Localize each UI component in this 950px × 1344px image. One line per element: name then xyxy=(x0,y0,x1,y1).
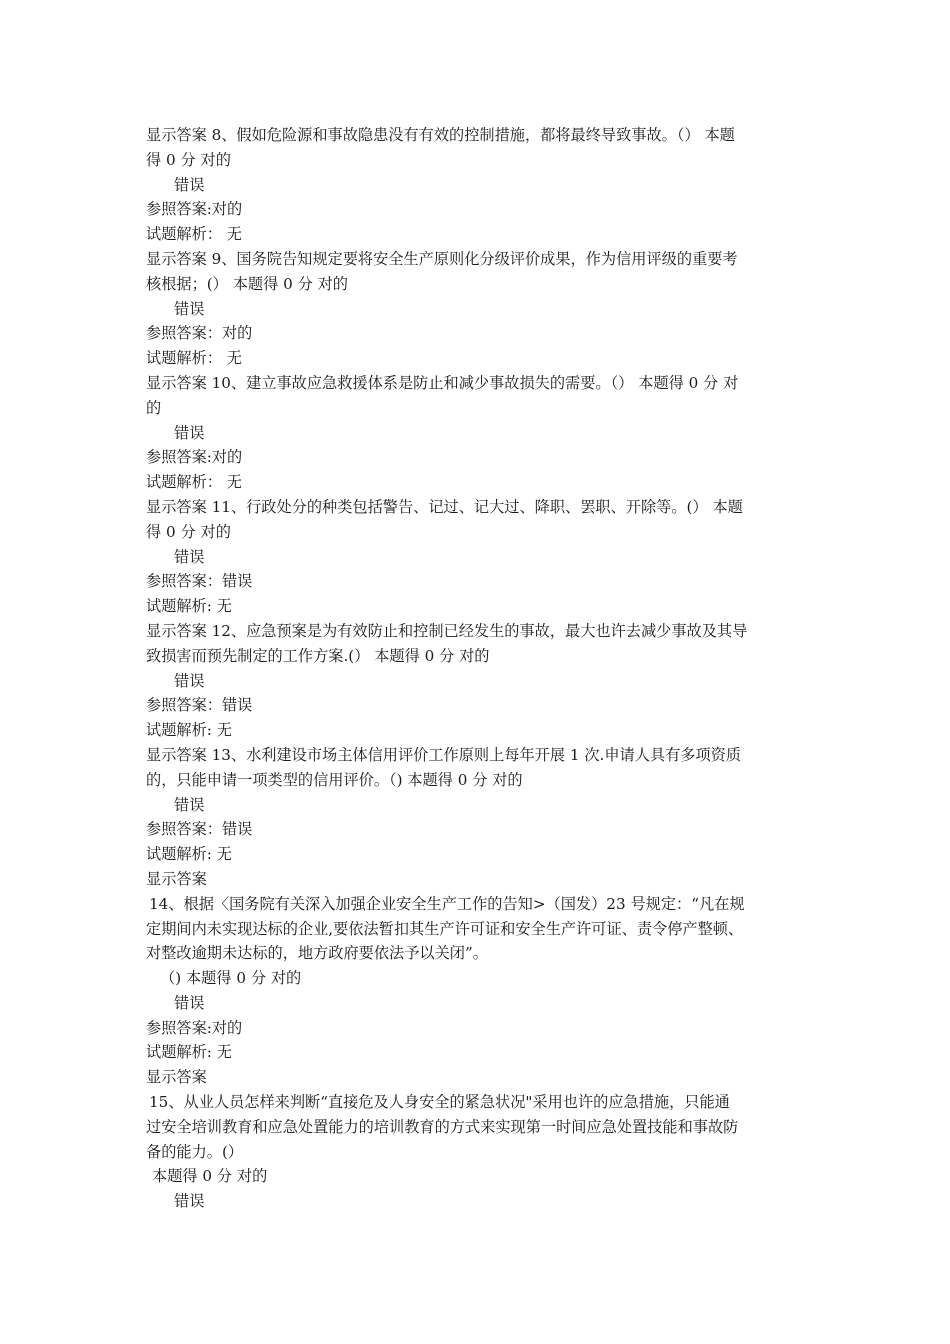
text-line: 试题解析： 无 xyxy=(146,473,242,492)
text-line: 的，只能申请一项类型的信用评价。（) 本题得 0 分 对的 xyxy=(146,770,523,789)
text-line: （) 本题得 0 分 对的 xyxy=(160,969,302,988)
text-line: 参照答案：对的 xyxy=(146,324,253,343)
text-line: 试题解析: 无 xyxy=(146,597,232,616)
text-line: 显示答案 10、建立事故应急救援体系是防止和减少事故损失的需要。（） 本题得 0 分 对 xyxy=(146,373,739,392)
text-line: 显示答案 xyxy=(146,869,207,888)
text-line: 本题得 0 分 对的 xyxy=(152,1167,268,1186)
text-line: 显示答案 12、应急预案是为有效防止和控制已经发生的事故，最大也许去减少事故及其导 xyxy=(146,621,748,640)
text-line: 错误 xyxy=(174,671,205,690)
text-line: 得 0 分 对的 xyxy=(146,150,231,169)
text-line: 显示答案 11、行政处分的种类包括警告、记过、记大过、降职、罢职、开除等。(） 本题 xyxy=(146,497,743,516)
text-line: 核根据；(） 本题得 0 分 对的 xyxy=(146,274,348,293)
text-line: 致损害而预先制定的工作方案.(） 本题得 0 分 对的 xyxy=(146,646,490,665)
text-line: 试题解析: 无 xyxy=(146,721,232,740)
text-line: 试题解析: 无 xyxy=(146,1043,232,1062)
text-line: 备的能力。(） xyxy=(146,1142,244,1161)
text-line: 定期间内未实现达标的企业,要依法暂扣其生产许可证和安全生产许可证、责令停产整顿、 xyxy=(146,919,744,938)
text-line: 显示答案 8、假如危险源和事故隐患没有有效的控制措施，都将最终导致事故。（） 本题 xyxy=(146,126,735,144)
text-line: 参照答案：错误 xyxy=(146,696,253,715)
text-line: 的 xyxy=(146,398,162,417)
text-line: 错误 xyxy=(174,795,205,814)
document-page xyxy=(146,123,808,1214)
text-line: 错误 xyxy=(174,547,205,566)
text-line: 错误 xyxy=(174,175,205,194)
text-line: 试题解析： 无 xyxy=(146,225,242,244)
text-line: 错误 xyxy=(174,993,205,1012)
text-line: 得 0 分 对的 xyxy=(146,522,231,541)
text-line: 试题解析: 无 xyxy=(146,845,232,864)
text-line: 参照答案:对的 xyxy=(146,200,243,219)
text-line: 显示答案 13、水利建设市场主体信用评价工作原则上每年开展 1 次.申请人具有多项资质 xyxy=(146,745,742,764)
text-line: 参照答案：错误 xyxy=(146,820,253,839)
text-line: 14、根据〈国务院有关深入加强企业安全生产工作的告知>（国发）23 号规定：“凡在规 xyxy=(149,894,745,913)
text-line: 对整改逾期未达标的，地方政府要依法予以关闭”。 xyxy=(146,944,488,963)
text-line: 错误 xyxy=(174,1192,205,1211)
text-line: 参照答案:对的 xyxy=(146,448,243,467)
text-line: 参照答案:对的 xyxy=(146,1018,243,1037)
text-line: 错误 xyxy=(174,423,205,442)
text-line: 过安全培训教育和应急处置能力的培训教育的方式来实现第一时间应急处置技能和事故防 xyxy=(146,1117,739,1136)
text-line: 显示答案 xyxy=(146,1068,207,1087)
text-line: 15、从业人员怎样来判断“直接危及人身安全的紧急状况"采用也许的应急措施，只能通 xyxy=(149,1093,730,1112)
text-line: 试题解析： 无 xyxy=(146,349,242,368)
text-line: 显示答案 9、国务院告知规定要将安全生产原则化分级评价成果，作为信用评级的重要考 xyxy=(146,249,738,268)
text-line: 参照答案：错误 xyxy=(146,572,253,591)
text-line: 错误 xyxy=(174,299,205,318)
